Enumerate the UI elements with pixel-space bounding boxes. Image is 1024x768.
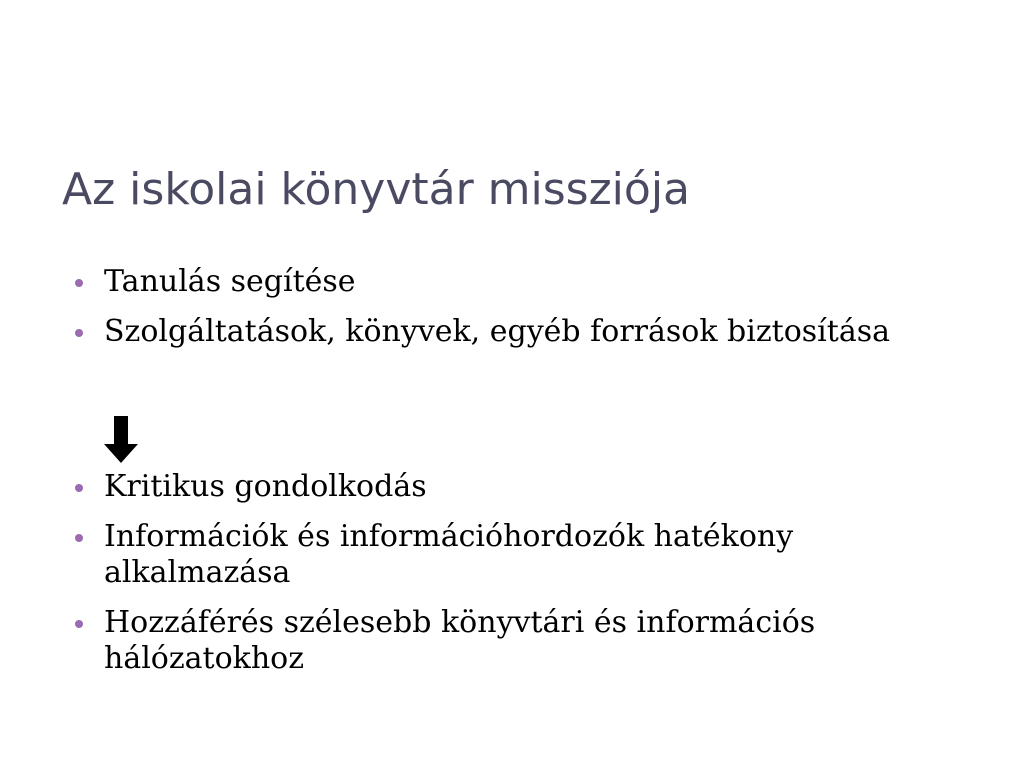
bullet-dot-icon [75,329,83,337]
bullet-item-learning-support [72,264,944,300]
bullet-text: Hozzáférés szélesebb könyvtári és információs hálózatokhoz [104,605,816,676]
bullet-dot-icon [75,484,83,492]
bullet-list-bottom [72,469,944,691]
bullet-dot-icon [75,534,83,542]
bullet-text: Szolgáltatások, könyvek, egyéb források biztosítása [104,314,890,349]
down-arrow-icon [103,416,139,464]
bullet-item-services-provision [72,314,944,350]
bullet-dot-icon [75,620,83,628]
bullet-dot-icon [75,279,83,287]
bullet-text: Tanulás segítése [104,264,356,299]
bullet-item-critical-thinking [72,469,944,505]
bullet-list-top [72,264,944,364]
bullet-text: Információk és információhordozók hatékony alkalmazása [104,519,794,590]
bullet-item-network-access [72,605,944,677]
slide-title: Az iskolai könyvtár missziója [62,164,691,215]
bullet-item-information-use [72,519,944,591]
bullet-text: Kritikus gondolkodás [104,469,427,504]
